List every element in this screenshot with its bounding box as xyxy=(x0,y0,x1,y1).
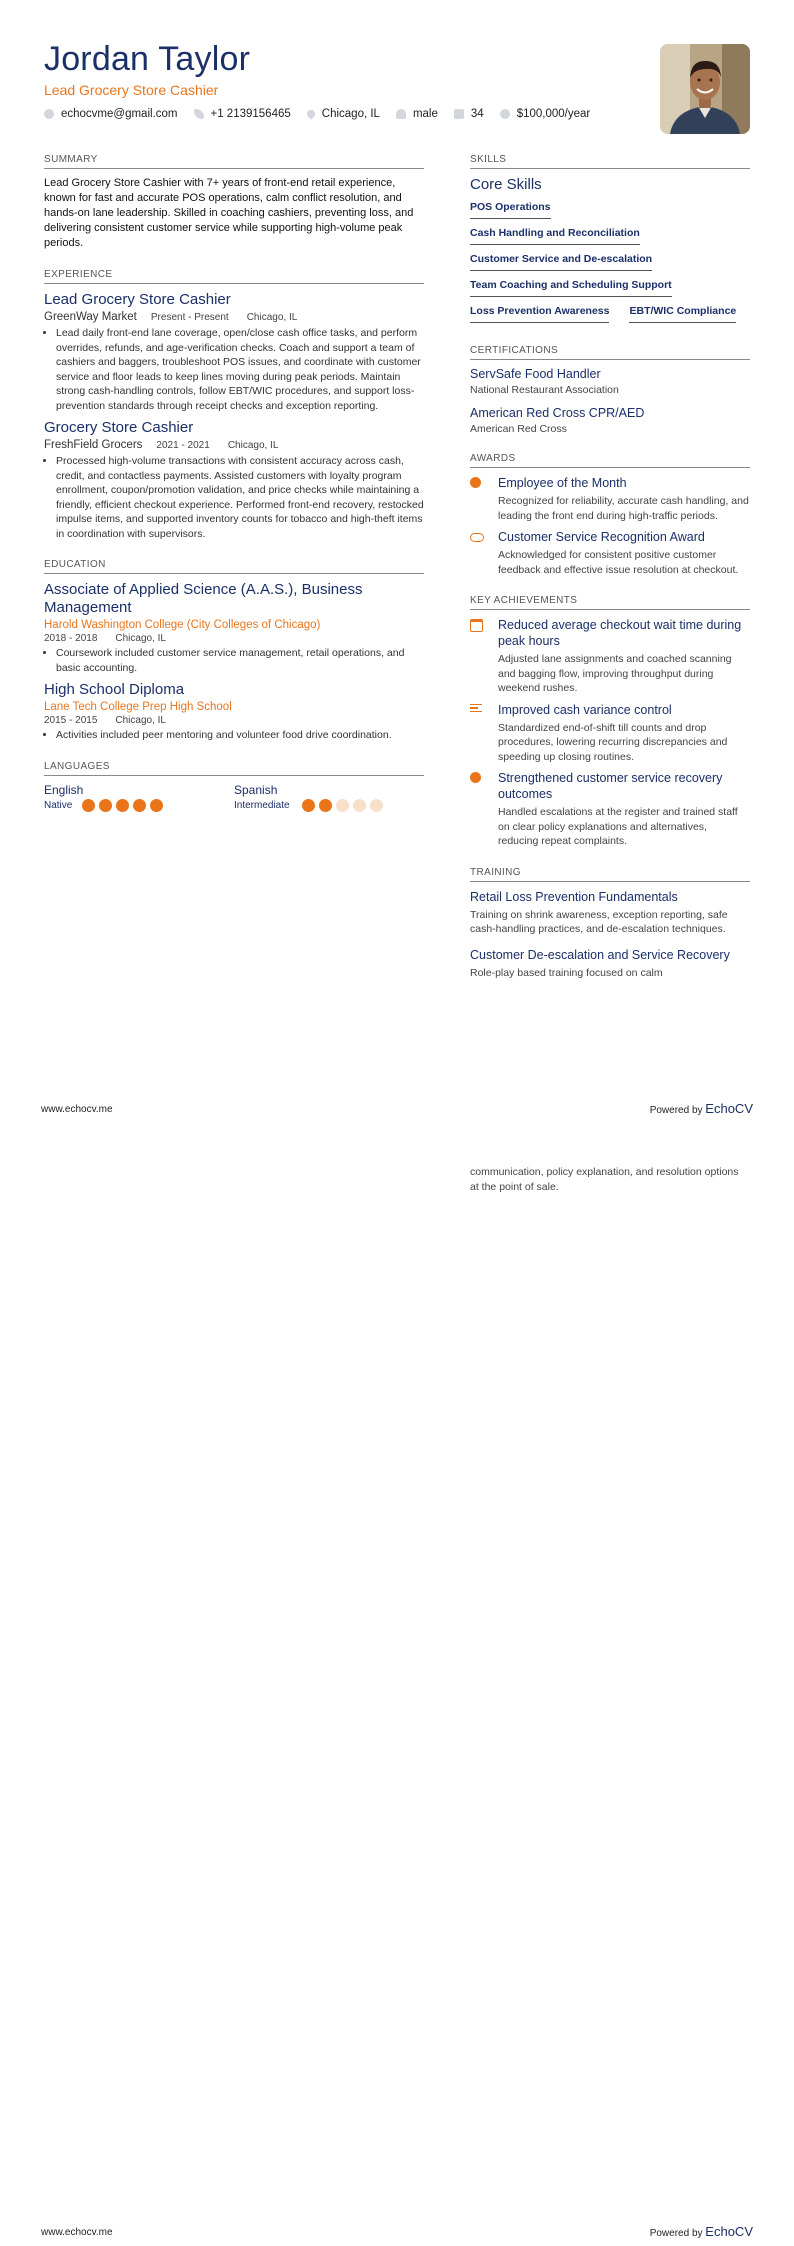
education-meta xyxy=(44,633,424,644)
award-item xyxy=(470,529,750,577)
age-text: 34 xyxy=(470,108,484,120)
candidate-title: Lead Grocery Store Cashier xyxy=(44,82,219,98)
skill-tag: EBT/WIC Compliance xyxy=(629,301,736,323)
phone-text: +1 2139156465 xyxy=(210,108,291,120)
skills-section xyxy=(470,154,750,327)
job-dates: Present - Present xyxy=(150,311,229,323)
rating-dot-filled xyxy=(150,799,163,812)
language-level-row xyxy=(234,799,424,812)
education-bullet: • Activities included peer mentoring and volunteer food drive coordination. xyxy=(56,728,424,743)
summary-text: Lead Grocery Store Cashier with 7+ years of front-end retail experience, known for fast and accurate POS operations, calm conflict resolution, and hands-on lane leadership. Skilled in coaching cashiers, preventing loss, and delivering consistent customer service while supporting high-volume peak periods. xyxy=(44,177,414,249)
rating-dot-empty xyxy=(370,799,383,812)
school-name: Harold Washington College (City Colleges of Chicago) xyxy=(44,619,321,631)
certification-name: ServSafe Food Handler xyxy=(470,367,601,381)
phone-icon xyxy=(194,109,204,119)
training-description-continued: communication, policy explanation, and resolution options at the point of sale. xyxy=(470,1166,739,1193)
summary-heading: SUMMARY xyxy=(44,154,424,169)
left-column xyxy=(44,154,424,830)
certifications-heading: CERTIFICATIONS xyxy=(470,345,750,360)
job-bullet: • Processed high-volume transactions with consistent accuracy across cash, credit, and contactless payments. Assisted customers with loyalty program enrollment, coupon/promotion validation, and price checks while maintaining a friendly, efficient checkout experience. Performed front-end recovery, restocked impulse items, and supported inventory counts for tobacco and high-theft items in coordination with supervisors. xyxy=(56,454,424,541)
contact-gender xyxy=(396,108,438,120)
mail-icon xyxy=(44,109,54,119)
language-rating xyxy=(302,799,387,812)
money-icon xyxy=(500,109,510,119)
education-dates: 2018 - 2018 xyxy=(44,633,98,644)
medal-icon xyxy=(470,477,481,488)
awards-section xyxy=(470,453,750,577)
job-bullets xyxy=(44,454,424,541)
contact-salary xyxy=(500,108,591,120)
location-icon xyxy=(305,108,316,119)
company-name: GreenWay Market xyxy=(44,311,137,323)
summary-section xyxy=(44,154,424,251)
education-item xyxy=(44,681,424,743)
degree-title: High School Diploma xyxy=(44,681,185,698)
salary-text: $100,000/year xyxy=(516,108,591,120)
awards-heading: AWARDS xyxy=(470,453,750,468)
degree-title: Associate of Applied Science (A.A.S.), Business Management xyxy=(44,581,363,616)
rating-dot-empty xyxy=(336,799,349,812)
award-description: Acknowledged for consistent positive customer feedback and effective issue resolution at checkout. xyxy=(498,549,739,576)
rating-dot-empty xyxy=(353,799,366,812)
achievements-heading: KEY ACHIEVEMENTS xyxy=(470,595,750,610)
experience-section xyxy=(44,269,424,541)
footer-site-link[interactable]: www.echocv.me xyxy=(41,2227,113,2238)
job-location: Chicago, IL xyxy=(246,311,298,323)
education-item xyxy=(44,581,424,675)
education-location: Chicago, IL xyxy=(115,715,166,726)
footer-powered[interactable] xyxy=(650,2224,753,2239)
job-dates: 2021 - 2021 xyxy=(156,439,210,451)
achievement-item xyxy=(470,617,750,696)
achievements-section xyxy=(470,595,750,849)
language-item xyxy=(234,783,424,812)
language-item xyxy=(44,783,234,812)
contact-age xyxy=(454,108,484,120)
echocv-logo: EchoCV xyxy=(705,1101,753,1116)
rating-dot-filled xyxy=(133,799,146,812)
training-description: Training on shrink awareness, exception reporting, safe cash-handling practices, and de-escalation techniques. xyxy=(470,908,728,935)
award-description: Recognized for reliability, accurate cash handling, and leading the front end during high-traffic periods. xyxy=(498,495,749,522)
profile-photo xyxy=(660,44,750,134)
rating-dot-filled xyxy=(319,799,332,812)
contact-phone[interactable] xyxy=(194,108,291,120)
contact-email[interactable] xyxy=(44,108,178,120)
experience-heading: EXPERIENCE xyxy=(44,269,424,284)
achievement-title: Improved cash variance control xyxy=(498,702,672,717)
gender-text: male xyxy=(412,108,438,120)
powered-by-text: Powered by xyxy=(649,2228,703,2239)
achievement-description: Handled escalations at the register and trained staff on clear policy explanations and alternatives, reducing repeat complaints. xyxy=(498,806,738,847)
job-bullet: • Lead daily front-end lane coverage, open/close cash office tasks, and perform overrides, refunds, and age-verification checks. Coach and support a team of cashiers and baggers, troubleshoot POS issues, and coordinate with customer service and floor leads to keep lines moving during peak periods. Maintain strong cash-handling controls, follow EBT/WIC procedures, and support loss-prevention standards through receipt checks and exception reporting. xyxy=(56,326,424,413)
certifications-section xyxy=(470,345,750,435)
company-name: FreshField Grocers xyxy=(44,439,143,451)
achievement-title: Reduced average checkout wait time during peak hours xyxy=(498,618,742,648)
achievement-title: Strengthened customer service recovery outcomes xyxy=(498,771,723,801)
language-level: Native xyxy=(44,799,73,811)
education-meta xyxy=(44,715,424,726)
languages-list xyxy=(44,783,424,812)
certification-org: National Restaurant Association xyxy=(470,384,619,396)
language-level: Intermediate xyxy=(234,799,290,811)
training-title: Retail Loss Prevention Fundamentals xyxy=(470,889,678,904)
skill-tag: POS Operations xyxy=(470,197,551,219)
rating-dot-filled xyxy=(116,799,129,812)
education-bullets xyxy=(44,728,424,743)
skill-tag: Loss Prevention Awareness xyxy=(470,301,609,323)
badge-icon xyxy=(470,533,484,542)
school-name: Lane Tech College Prep High School xyxy=(44,701,232,713)
experience-item xyxy=(44,419,424,541)
rating-dot-filled xyxy=(82,799,95,812)
language-rating xyxy=(82,799,167,812)
skill-tag: Cash Handling and Reconciliation xyxy=(470,223,640,245)
right-column xyxy=(470,154,750,998)
job-title: Lead Grocery Store Cashier xyxy=(44,291,231,308)
job-title: Grocery Store Cashier xyxy=(44,419,194,436)
echocv-logo: EchoCV xyxy=(705,2224,753,2239)
coin-icon xyxy=(470,772,481,783)
languages-heading: LANGUAGES xyxy=(44,761,424,776)
education-heading: EDUCATION xyxy=(44,559,424,574)
skills-group-title: Core Skills xyxy=(470,176,542,193)
skill-tag: Customer Service and De-escalation xyxy=(470,249,652,271)
achievement-description: Adjusted lane assignments and coached scanning and bagging flow, improving throughput during weekend rushes. xyxy=(498,653,732,694)
list-icon xyxy=(470,704,482,713)
job-meta xyxy=(44,311,424,323)
rating-dot-filled xyxy=(302,799,315,812)
award-title: Employee of the Month xyxy=(498,476,627,490)
education-bullet: • Coursework included customer service management, retail operations, and basic accounting. xyxy=(56,646,424,675)
powered-by-text: Powered by xyxy=(649,1105,703,1116)
training-title: Customer De-escalation and Service Recovery xyxy=(470,947,730,962)
calendar-icon xyxy=(454,109,464,119)
job-meta xyxy=(44,439,424,451)
training-heading: TRAINING xyxy=(470,867,750,882)
award-item xyxy=(470,475,750,523)
candidate-name: Jordan Taylor xyxy=(44,40,251,78)
education-section xyxy=(44,559,424,743)
contact-info xyxy=(44,108,606,120)
footer-site-link[interactable]: www.echocv.me xyxy=(41,1104,113,1115)
language-name: Spanish xyxy=(234,782,278,797)
email-text: echocvme@gmail.com xyxy=(61,108,178,120)
contact-location xyxy=(307,108,380,120)
user-icon xyxy=(396,109,406,119)
award-title: Customer Service Recognition Award xyxy=(498,530,705,544)
resume-page-2 xyxy=(0,1123,794,2246)
training-description: Role-play based training focused on calm xyxy=(470,966,663,979)
footer-powered[interactable] xyxy=(650,1101,753,1116)
certification-name: American Red Cross CPR/AED xyxy=(470,406,645,420)
language-level-row xyxy=(44,799,234,812)
education-bullets xyxy=(44,646,424,675)
certification-org: American Red Cross xyxy=(470,423,567,435)
achievement-description: Standardized end-of-shift till counts and drop procedures, lowering recurring discrepancies and speeding up closing routines. xyxy=(498,721,728,763)
education-location: Chicago, IL xyxy=(115,633,166,644)
education-dates: 2015 - 2015 xyxy=(44,715,98,726)
job-bullets xyxy=(44,326,424,413)
skills-list xyxy=(470,197,750,327)
training-section xyxy=(470,867,750,981)
location-text: Chicago, IL xyxy=(321,108,380,120)
skill-tag: Team Coaching and Scheduling Support xyxy=(470,275,672,297)
skills-heading: SKILLS xyxy=(470,154,750,169)
calendar-icon xyxy=(470,619,483,632)
language-name: English xyxy=(44,782,84,797)
achievement-item xyxy=(470,770,750,849)
job-location: Chicago, IL xyxy=(227,439,279,451)
experience-item xyxy=(44,291,424,413)
achievement-item xyxy=(470,702,750,765)
languages-section xyxy=(44,761,424,812)
rating-dot-filled xyxy=(99,799,112,812)
